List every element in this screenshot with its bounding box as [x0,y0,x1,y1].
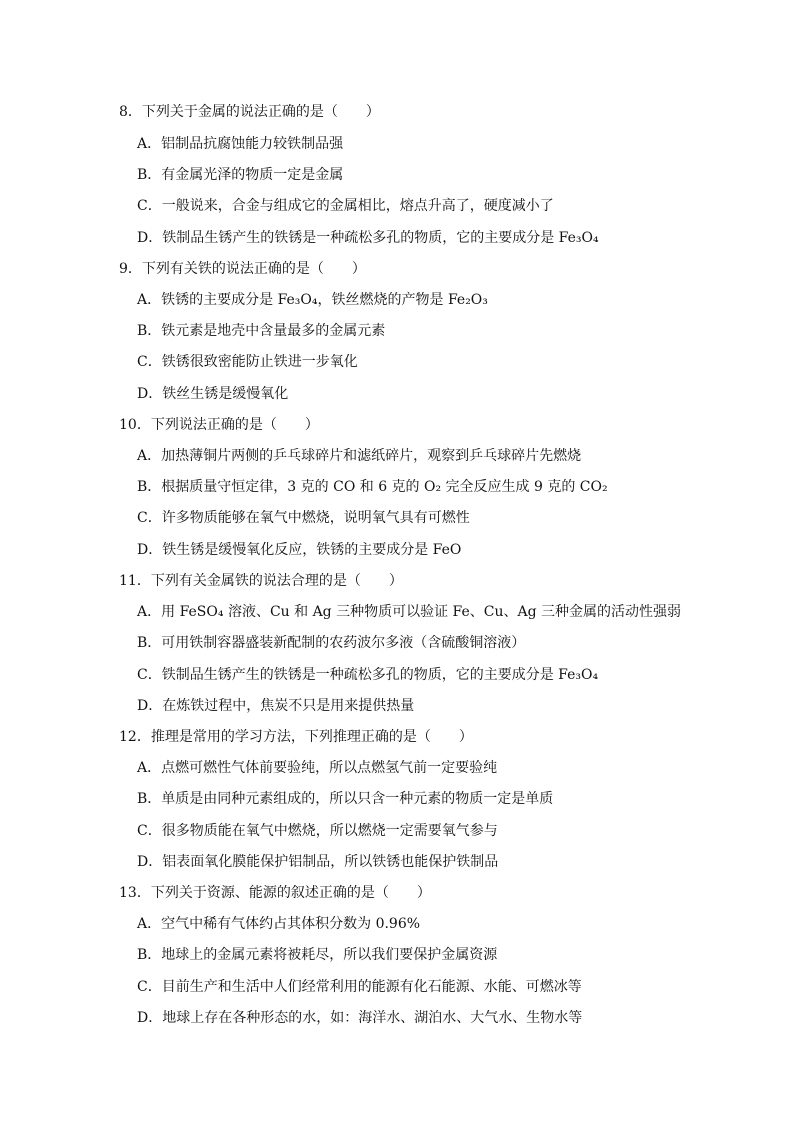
option-letter: A． [137,292,162,308]
option-letter: B． [137,947,162,963]
option-letter: C． [137,979,162,995]
question-13-option-a [137,915,420,933]
option-text: 目前生产和生活中人们经常利用的能源有化石能源、水能、可燃冰等 [161,979,582,995]
option-letter: D． [137,698,163,714]
option-text: 根据质量守恒定律，3 克的 CO 和 6 克的 O₂ 完全反应生成 9 克的 CO₂ [161,479,608,495]
option-text: 点燃可燃性气体前要验纯，所以点燃氢气前一定要验纯 [161,760,498,776]
option-text: 有金属光泽的物质一定是金属 [161,167,344,183]
option-letter: A． [137,448,162,464]
question-13-stem [119,884,431,902]
question-number: 12． [119,729,151,745]
option-letter: B． [137,479,162,495]
question-13-option-d [137,1009,582,1027]
question-11-option-b [137,634,525,652]
option-letter: D． [137,542,163,558]
option-letter: D． [137,854,163,870]
option-letter: C． [137,667,162,683]
option-letter: B． [137,635,162,651]
option-text: 地球上的金属元素将被耗尽，所以我们要保护金属资源 [161,947,498,963]
option-letter: D． [137,230,163,246]
option-text: 用 FeSO₄ 溶液、Cu 和 Ag 三种物质可以验证 Fe、Cu、Ag 三种金属的活动性强弱 [161,604,682,620]
question-9-option-b [137,322,385,340]
option-text: 铁元素是地壳中含量最多的金属元素 [161,323,386,339]
option-text: 铁制品生锈产生的铁锈是一种疏松多孔的物质，它的主要成分是 Fe₃O₄ [161,667,599,683]
question-text: 下列说法正确的是（ ） [150,417,319,433]
option-text: 铝制品抗腐蚀能力较铁制品强 [161,136,344,152]
question-9-stem [119,260,366,278]
question-9-option-a [137,291,488,309]
question-10-option-c [137,509,470,527]
question-8-stem [119,103,380,121]
option-text: 铁锈很致密能防止铁进一步氧化 [161,354,358,370]
question-8-option-d [137,229,599,247]
option-letter: B． [137,167,162,183]
question-8-option-c [137,197,554,215]
option-letter: A． [137,604,162,620]
option-text: 加热薄铜片两侧的乒乓球碎片和滤纸碎片，观察到乒乓球碎片先燃烧 [161,448,582,464]
question-8-option-a [137,135,343,153]
question-text: 下列关于金属的说法正确的是（ ） [141,104,380,120]
question-10-option-d [137,541,461,559]
question-number: 8． [119,104,142,120]
option-text: 许多物质能够在氧气中燃烧，说明氧气具有可燃性 [161,510,470,526]
option-text: 可用铁制容器盛装新配制的农药波尔多液（含硫酸铜溶液） [161,635,526,651]
option-letter: B． [137,791,162,807]
option-text: 铁丝生锈是缓慢氧化 [162,386,289,402]
question-12-option-a [137,759,497,777]
question-8-option-b [137,166,343,184]
option-letter: C． [137,510,162,526]
question-text: 下列有关金属铁的说法合理的是（ ） [150,573,403,589]
question-number: 13． [119,885,151,901]
option-letter: D． [137,1010,163,1026]
question-13-option-b [137,946,497,964]
option-text: 空气中稀有气体约占其体积分数为 0.96% [161,916,421,932]
question-11-stem [119,572,403,590]
question-10-stem [119,416,319,434]
question-9-option-d [137,385,288,403]
option-text: 铁制品生锈产生的铁锈是一种疏松多孔的物质，它的主要成分是 Fe₃O₄ [162,230,599,246]
option-letter: C． [137,198,162,214]
question-12-option-c [137,822,498,840]
question-11-option-a [137,603,681,621]
question-number: 10． [119,417,151,433]
question-text: 推理是常用的学习方法，下列推理正确的是（ ） [150,729,473,745]
option-letter: C． [137,354,162,370]
question-12-option-d [137,853,498,871]
question-11-option-c [137,666,598,684]
option-text: 很多物质能在氧气中燃烧，所以燃烧一定需要氧气参与 [161,823,498,839]
question-12-stem [119,728,473,746]
option-letter: C． [137,823,162,839]
option-text: 铝表面氧化膜能保护铝制品，所以铁锈也能保护铁制品 [162,854,499,870]
option-text: 铁生锈是缓慢氧化反应，铁锈的主要成分是 FeO [162,542,462,558]
question-10-option-a [137,447,581,465]
question-9-option-c [137,353,358,371]
question-13-option-c [137,978,582,996]
option-text: 铁锈的主要成分是 Fe₃O₄，铁丝燃烧的产物是 Fe₂O₃ [161,292,488,308]
question-number: 11． [119,573,151,589]
option-letter: D． [137,386,163,402]
option-letter: A． [137,916,162,932]
question-number: 9． [119,261,142,277]
option-text: 地球上存在各种形态的水，如：海洋水、湖泊水、大气水、生物水等 [162,1010,583,1026]
option-text: 单质是由同种元素组成的，所以只含一种元素的物质一定是单质 [161,791,554,807]
question-text: 下列关于资源、能源的叙述正确的是（ ） [150,885,431,901]
question-12-option-b [137,790,553,808]
option-text: 一般说来，合金与组成它的金属相比，熔点升高了，硬度减小了 [161,198,554,214]
question-11-option-d [137,697,414,715]
question-text: 下列有关铁的说法正确的是（ ） [141,261,366,277]
question-10-option-b [137,478,608,496]
option-letter: A． [137,136,162,152]
option-letter: A． [137,760,162,776]
option-text: 在炼铁过程中，焦炭不只是用来提供热量 [162,698,415,714]
option-letter: B． [137,323,162,339]
